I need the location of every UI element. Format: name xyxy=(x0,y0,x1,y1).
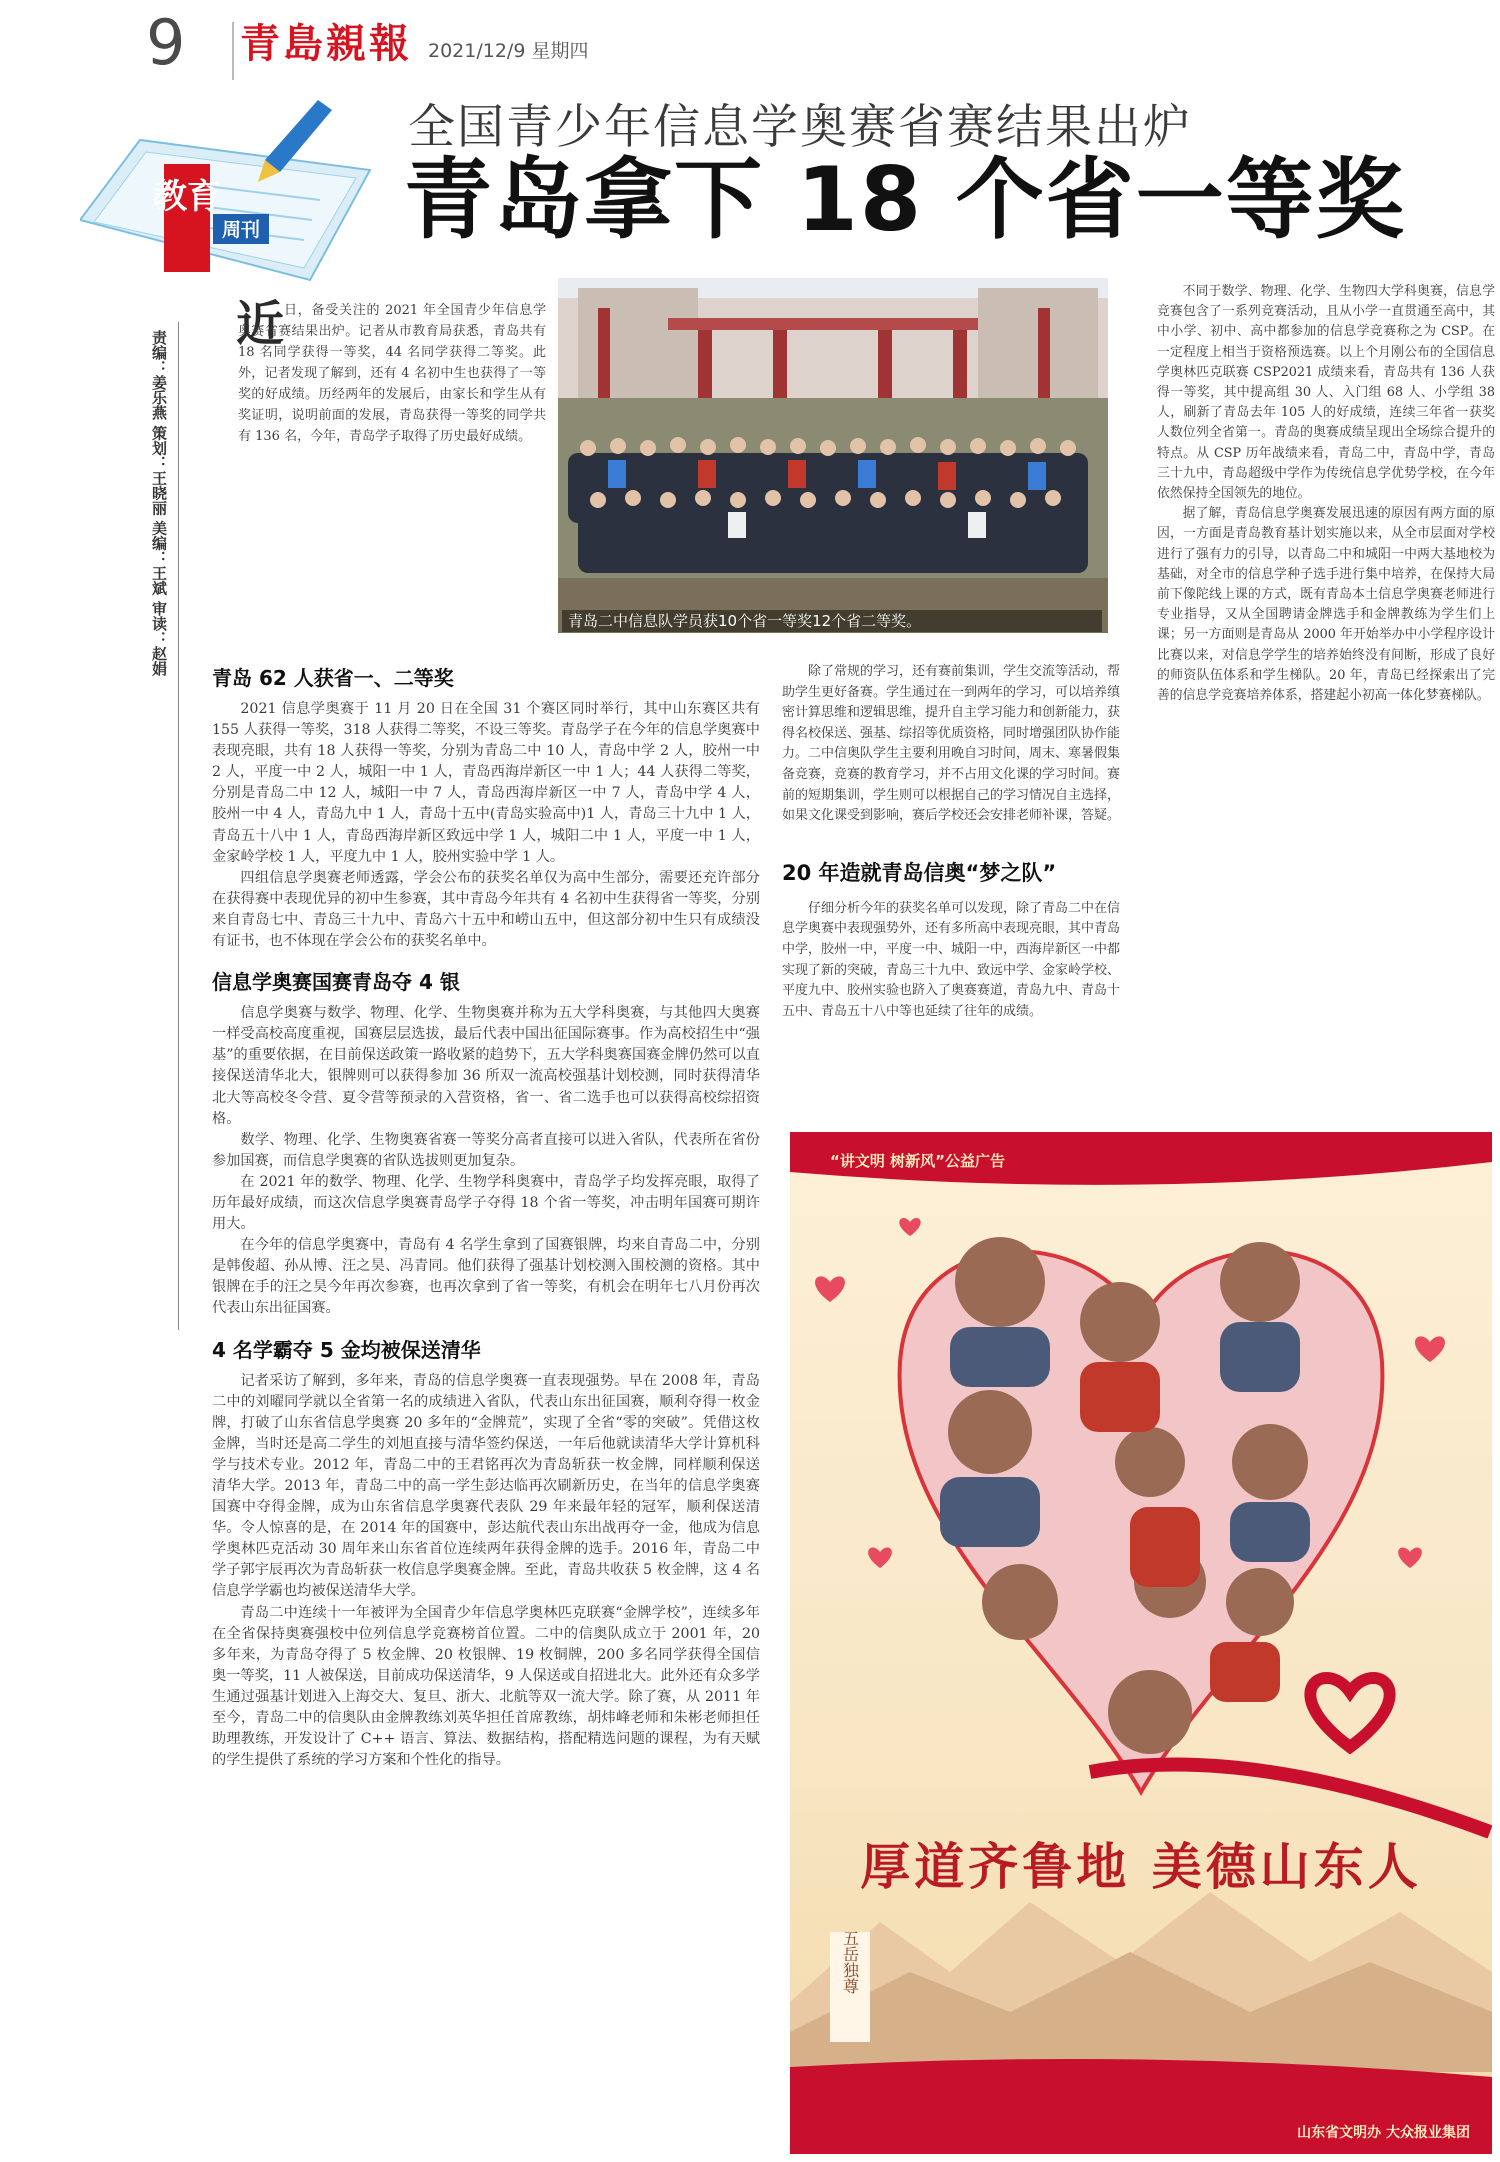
page-number: 9 xyxy=(146,6,186,79)
article-headline: 青岛拿下 18 个省一等奖 xyxy=(404,148,1406,251)
lead-paragraph: 日，备受关注的 2021 年全国青少年信息学奥赛省赛结果出炉。记者从市教育局获悉，青岛共有 18 名同学获得一等奖，44 名同学获得二等奖。此外，记者发现了解到，还有 4 名初中生也获得了一等奖的好成绩。历经两年的发展后，由家长和学生从有奖证明，说明前面的发展，青岛获得一等奖的同学共有 136 名，今年，青岛学子取得了历史最好成绩。 xyxy=(238,303,546,444)
svg-text:周刊: 周刊 xyxy=(221,219,261,241)
body-paragraph: 2021 信息学奥赛于 11 月 20 日在全国 31 个赛区同时举行，其中山东赛区共有 155 人获得一等奖，318 人获得二等奖，不设三等奖。青岛学子在今年的信息学奥赛中表现亮眼，共有 18 人获得一等奖，分别为青岛二中 10 人，青岛中学 2 人，胶州一中 2 人，平度一中 2 人，城阳一中 1 人，青岛西海岸新区一中 1 人；44 人获得二等奖，分别是青岛二中 12 人，城阳一中 7 人，青岛西海岸新区一中 7 人，青岛中学 4 人，胶州一中 4 人，青岛九中 1 人，青岛十五中(青岛实验高中)1 人，青岛三十九中 1 人，青岛五十八中 1 人，青岛西海岸新区致远中学 1 人，城阳二中 1 人，平度一中 1 人，金家岭学校 1 人，平度九中 1 人，胶州实验中学 1 人。 xyxy=(212,701,760,865)
section-subhead: 信息学奥赛国赛青岛夺 4 银 xyxy=(212,970,460,995)
body-paragraph: 数学、物理、化学、生物奥赛省赛一等奖分高者直接可以进入省队，代表所在省份参加国赛，而信息学奥赛的省队选拔则更加复杂。 xyxy=(212,1131,760,1169)
svg-text:厚道齐鲁地 美德山东人: 厚道齐鲁地 美德山东人 xyxy=(860,1838,1422,1896)
section-subhead: 20 年造就青岛信奥“梦之队” xyxy=(782,860,1057,885)
team-photo xyxy=(558,278,1108,633)
svg-text:山东省文明办 大众报业集团: 山东省文明办 大众报业集团 xyxy=(1297,2125,1470,2141)
body-paragraph: 据了解，青岛信息学奥赛发展迅速的原因有两方面的原因，一方面是青岛教育基计划实施以来，从全市层面对学校进行了强有力的引导，以青岛二中和城阳一中两大基地校为基础，对全市的信息学种子选手进行集中培养，在保持大局前下像陀线上课的方式，既有青岛本土信息学奥赛老师进行专业指导，又从全国聘请金牌选手和金牌教练为学生们上课；另一方面则是青岛从 2000 年开始举办中小学程序设计比赛以来，对信息学学生的培养始终没有间断，形成了良好的师资队伍体系和学生梯队。20 年，青岛已经探索出了完善的信息学竞赛培养体系，搭建起小初高一体化梦赛梯队。 xyxy=(1157,506,1495,704)
article-column-middle xyxy=(782,662,1120,1022)
svg-text:“讲文明 树新风”公益广告: “讲文明 树新风”公益广告 xyxy=(830,1152,1005,1170)
body-paragraph: 在 2021 年的数学、物理、化学、生物学科奥赛中，青岛学子均发挥亮眼，取得了历年最好成绩，而这次信息学奥赛青岛学子夺得 18 个省一等奖，冲击明年国赛可期许用大。 xyxy=(212,1173,760,1233)
section-subhead: 青岛 62 人获省一、二等奖 xyxy=(212,666,454,690)
newspaper-masthead: 青島親報 xyxy=(240,20,412,67)
svg-text:教育: 教育 xyxy=(153,177,221,217)
body-paragraph: 青岛二中连续十一年被评为全国青少年信息学奥林匹克联赛“金牌学校”，连续多年在全省保持奥赛强校中位列信息学竞赛榜首位置。二中的信奥队成立于 2001 年，20 多年来，为青岛夺得了 5 枚金牌、20 枚银牌、19 枚铜牌，200 多名同学获得全国信奥一等奖，11 人被保送，目前成功保送清华，9 人保送或自招进北大。此外还有众多学生通过强基计划进入上海交大、复旦、浙大、北航等双一流大学。除了赛，从 2011 年至今，青岛二中的信奥队由金牌教练刘英华担任首席教练，胡炜峰老师和朱彬老师担任助理教练，开发设计了 C++ 语言、算法、数据结构，搭配精选问题的课程，为有天赋的学生提供了系统的学习方案和个性化的指导。 xyxy=(212,1604,760,1769)
article-column-right xyxy=(1157,282,1495,706)
body-paragraph: 除了常规的学习，还有赛前集训，学生交流等活动，帮助学生更好备赛。学生通过在一到两年的学习，可以培养缜密计算思维和逻辑思维，提升自主学习能力和创新能力，获得名校保送、强基、综招等优质资格，同时增强团队协作能力。二中信奥队学生主要利用晚自习时间，周末、寒暑假集备竞赛，竞赛的教育学习，并不占用文化课的学习时间。赛前的短期集训，学生则可以根据自己的学习情况自主选择，如果文化课受到影响，赛后学校还会安排老师补课，答疑。 xyxy=(782,664,1121,824)
body-paragraph: 四组信息学奥赛老师透露，学会公布的获奖名单仅为高中生部分，需要还充许部分在获得赛中表现优异的初中生参赛，其中青岛今年共有 4 名初中生获得省一等奖，分别来自青岛七中、青岛三十九中、青岛六十五中和崂山五中，但这部分初中生只有成绩没有证书，也不体现在学会公布的获奖名单中。 xyxy=(212,869,760,950)
article-kicker: 全国青少年信息学奥赛省赛结果出炉 xyxy=(408,100,1192,155)
photo-caption: 青岛二中信息队学员获10个省一等奖12个省二等奖。 xyxy=(562,610,1102,632)
issue-date: 2021/12/9 星期四 xyxy=(428,40,589,62)
body-paragraph: 仔细分析今年的获奖名单可以发现，除了青岛二中在信息学奥赛中表现强势外，还有多所高中表现亮眼，其中青岛中学，胶州一中，平度一中、城阳一中，西海岸新区一中都实现了新的突破，青岛三十九中、致远中学、金家岭学校、平度九中、胶州实验也跻入了奥赛赛道，青岛九中、青岛十五中、青岛五十八中等也延续了往年的成绩。 xyxy=(782,900,1121,1019)
svg-text:五岳独尊: 五岳独尊 xyxy=(840,1930,860,1994)
body-paragraph: 记者采访了解到，多年来，青岛的信息学奥赛一直表现强势。早在 2008 年，青岛二中的刘曜同学就以全省第一名的成绩进入省队，代表山东出征国赛，顺利夺得一枚金牌，打破了山东省信息学奥赛 20 多年的“金牌荒”，实现了全省“零的突破”。凭借这枚金牌，当时还是高二学生的刘旭直接与清华签约保送，一年后他就读清华大学计算机科学与技术专业。2012 年，青岛二中的王君铭再次为青岛斩获一枚金牌，同样顺利保送清华大学。2013 年，青岛二中的高一学生彭达临再次刷新历史，在当年的信息学奥赛国赛中夺得金牌，成为山东省信息学奥赛代表队 29 年来最年轻的冠军，顺利保送清华。令人惊喜的是，在 2014 年的国赛中，彭达航代表山东出战再夺一金，他成为信息学奥林匹克活动 30 周年来山东省首位连续两年获得金牌的选手。2016 年，青岛二中学子郭宇辰再次为青岛斩获一枚信息学奥赛金牌。至此，青岛共收获 5 枚金牌，这 4 名信息学学霸也均被保送清华大学。 xyxy=(212,1372,760,1600)
education-weekly-logo xyxy=(80,100,380,300)
header-divider xyxy=(232,22,234,80)
article-column-left xyxy=(212,662,760,1771)
body-paragraph: 在今年的信息学奥赛中，青岛有 4 名学生拿到了国赛银牌，均来自青岛二中，分别是韩俊超、孙从博、汪之昊、冯青同。他们获得了强基计划校测入围校测的资格。其中银牌在手的汪之昊今年再次参赛，也再次拿到了省一等奖，有机会在明年七八月份再次代表山东出征国赛。 xyxy=(212,1237,760,1317)
public-service-advert xyxy=(790,1132,1492,2154)
section-subhead: 4 名学霸夺 5 金均被保送清华 xyxy=(212,1337,481,1362)
body-paragraph: 信息学奥赛与数学、物理、化学、生物奥赛并称为五大学科奥赛，与其他四大奥赛一样受高校高度重视，国赛层层选拔，最后代表中国出征国际赛事。作为高校招生中“强基”的重要依据，在目前保送政策一路收紧的趋势下，五大学科奥赛国赛金牌仍然可以直接保送清华北大，银牌则可以获得参加 36 所双一流高校强基计划校测，同时获得清华北大等高校冬令营、夏令营等预录的入营资格，省一、省二选手也可以获得高校综招资格。 xyxy=(212,1005,760,1127)
editor-credits: 责编：姜乐燕 策划：王晓丽 美编：王斌 审读：赵娟 xyxy=(150,330,168,676)
lead-dropcap: 近 xyxy=(236,296,285,352)
credits-divider xyxy=(178,322,179,1330)
body-paragraph: 不同于数学、物理、化学、生物四大学科奥赛，信息学竞赛包含了一系列竞赛活动，且从小学一直贯通至高中，其中小学、初中、高中都参加的信息学竞赛称之为 CSP。在一定程度上相当于资格预选赛。以上个月刚公布的全国信息学奥林匹克联赛 CSP2021 成绩来看，青岛共有 136 人获得一等奖，其中提高组 30 人、入门组 68 人、小学组 38 人，刷新了青岛去年 105 人的好成绩，连续三年省一获奖人数位列全省第一。青岛的奥赛成绩呈现出全场综合提升的特点。从 CSP 历年战绩来看，青岛二中，青岛中学，青岛三十九中，青岛超级中学作为传统信息学优势学校，在今年依然保持全国领先的地位。 xyxy=(1157,284,1495,502)
